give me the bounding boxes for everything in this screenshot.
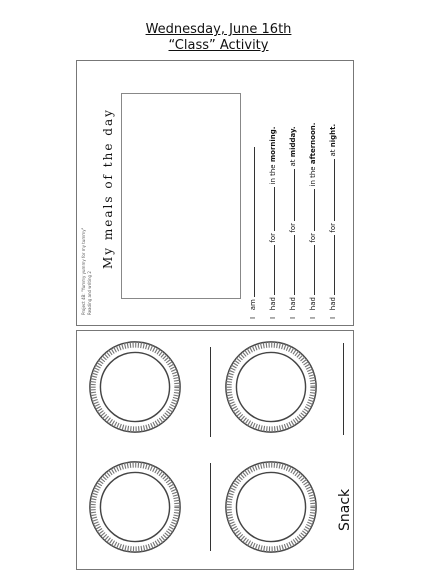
sentence-verb: had xyxy=(309,297,317,311)
sentence-start: I xyxy=(289,316,297,319)
meals-worksheet xyxy=(76,60,354,326)
sentence-time: afternoon. xyxy=(309,122,317,165)
sentence-verb: am xyxy=(249,299,257,311)
page-date-heading: Wednesday, June 16th xyxy=(145,22,292,37)
sentence-verb: had xyxy=(269,297,277,311)
sentence-start: I xyxy=(249,316,257,319)
sentence-row-1 xyxy=(249,147,257,319)
sentence-row-5 xyxy=(329,124,337,319)
activity-heading: “Class” Activity xyxy=(168,38,269,53)
label-line xyxy=(210,347,211,437)
answer-blank[interactable] xyxy=(254,147,255,297)
meals-title: My meals of the day xyxy=(101,108,115,269)
sentence-row-4 xyxy=(309,123,317,319)
label-line xyxy=(343,343,344,435)
answer-blank[interactable] xyxy=(274,187,275,231)
sentence-for: for xyxy=(269,232,277,243)
sentence-time: night. xyxy=(329,123,337,148)
drawing-box xyxy=(121,93,241,299)
sentence-start: I xyxy=(329,316,337,319)
answer-blank[interactable] xyxy=(314,189,315,231)
sentence-for: for xyxy=(329,222,337,233)
sentence-row-2 xyxy=(269,127,277,319)
sentence-row-3 xyxy=(289,126,297,319)
answer-blank[interactable] xyxy=(294,235,295,295)
sentence-prefix: in the xyxy=(269,164,277,185)
sentence-start: I xyxy=(269,316,277,319)
sentence-time: morning. xyxy=(269,126,277,163)
sentence-time: midday. xyxy=(289,126,297,158)
sentence-verb: had xyxy=(329,297,337,311)
answer-blank[interactable] xyxy=(294,169,295,221)
answer-blank[interactable] xyxy=(334,159,335,221)
snack-label: Snack xyxy=(337,488,353,531)
plates-worksheet xyxy=(76,330,354,570)
label-line xyxy=(210,463,211,551)
sentence-for: for xyxy=(289,222,297,233)
sentence-verb: had xyxy=(289,297,297,311)
sentence-prefix: in the xyxy=(309,166,317,187)
answer-blank[interactable] xyxy=(274,245,275,295)
sentence-start: I xyxy=(309,316,317,319)
sentence-prefix: at xyxy=(329,149,337,157)
sentence-for: for xyxy=(309,232,317,243)
answer-blank[interactable] xyxy=(334,235,335,295)
paper-plate-icon xyxy=(87,339,183,435)
sentence-prefix: at xyxy=(289,159,297,167)
project-caption-1: Project 4B: "Yummy yummy for my tummy" xyxy=(81,227,86,315)
paper-plate-icon xyxy=(223,339,319,435)
project-caption-2: Reading and writing 2 xyxy=(87,271,92,315)
answer-blank[interactable] xyxy=(314,245,315,295)
paper-plate-icon xyxy=(223,459,319,555)
paper-plate-icon xyxy=(87,459,183,555)
